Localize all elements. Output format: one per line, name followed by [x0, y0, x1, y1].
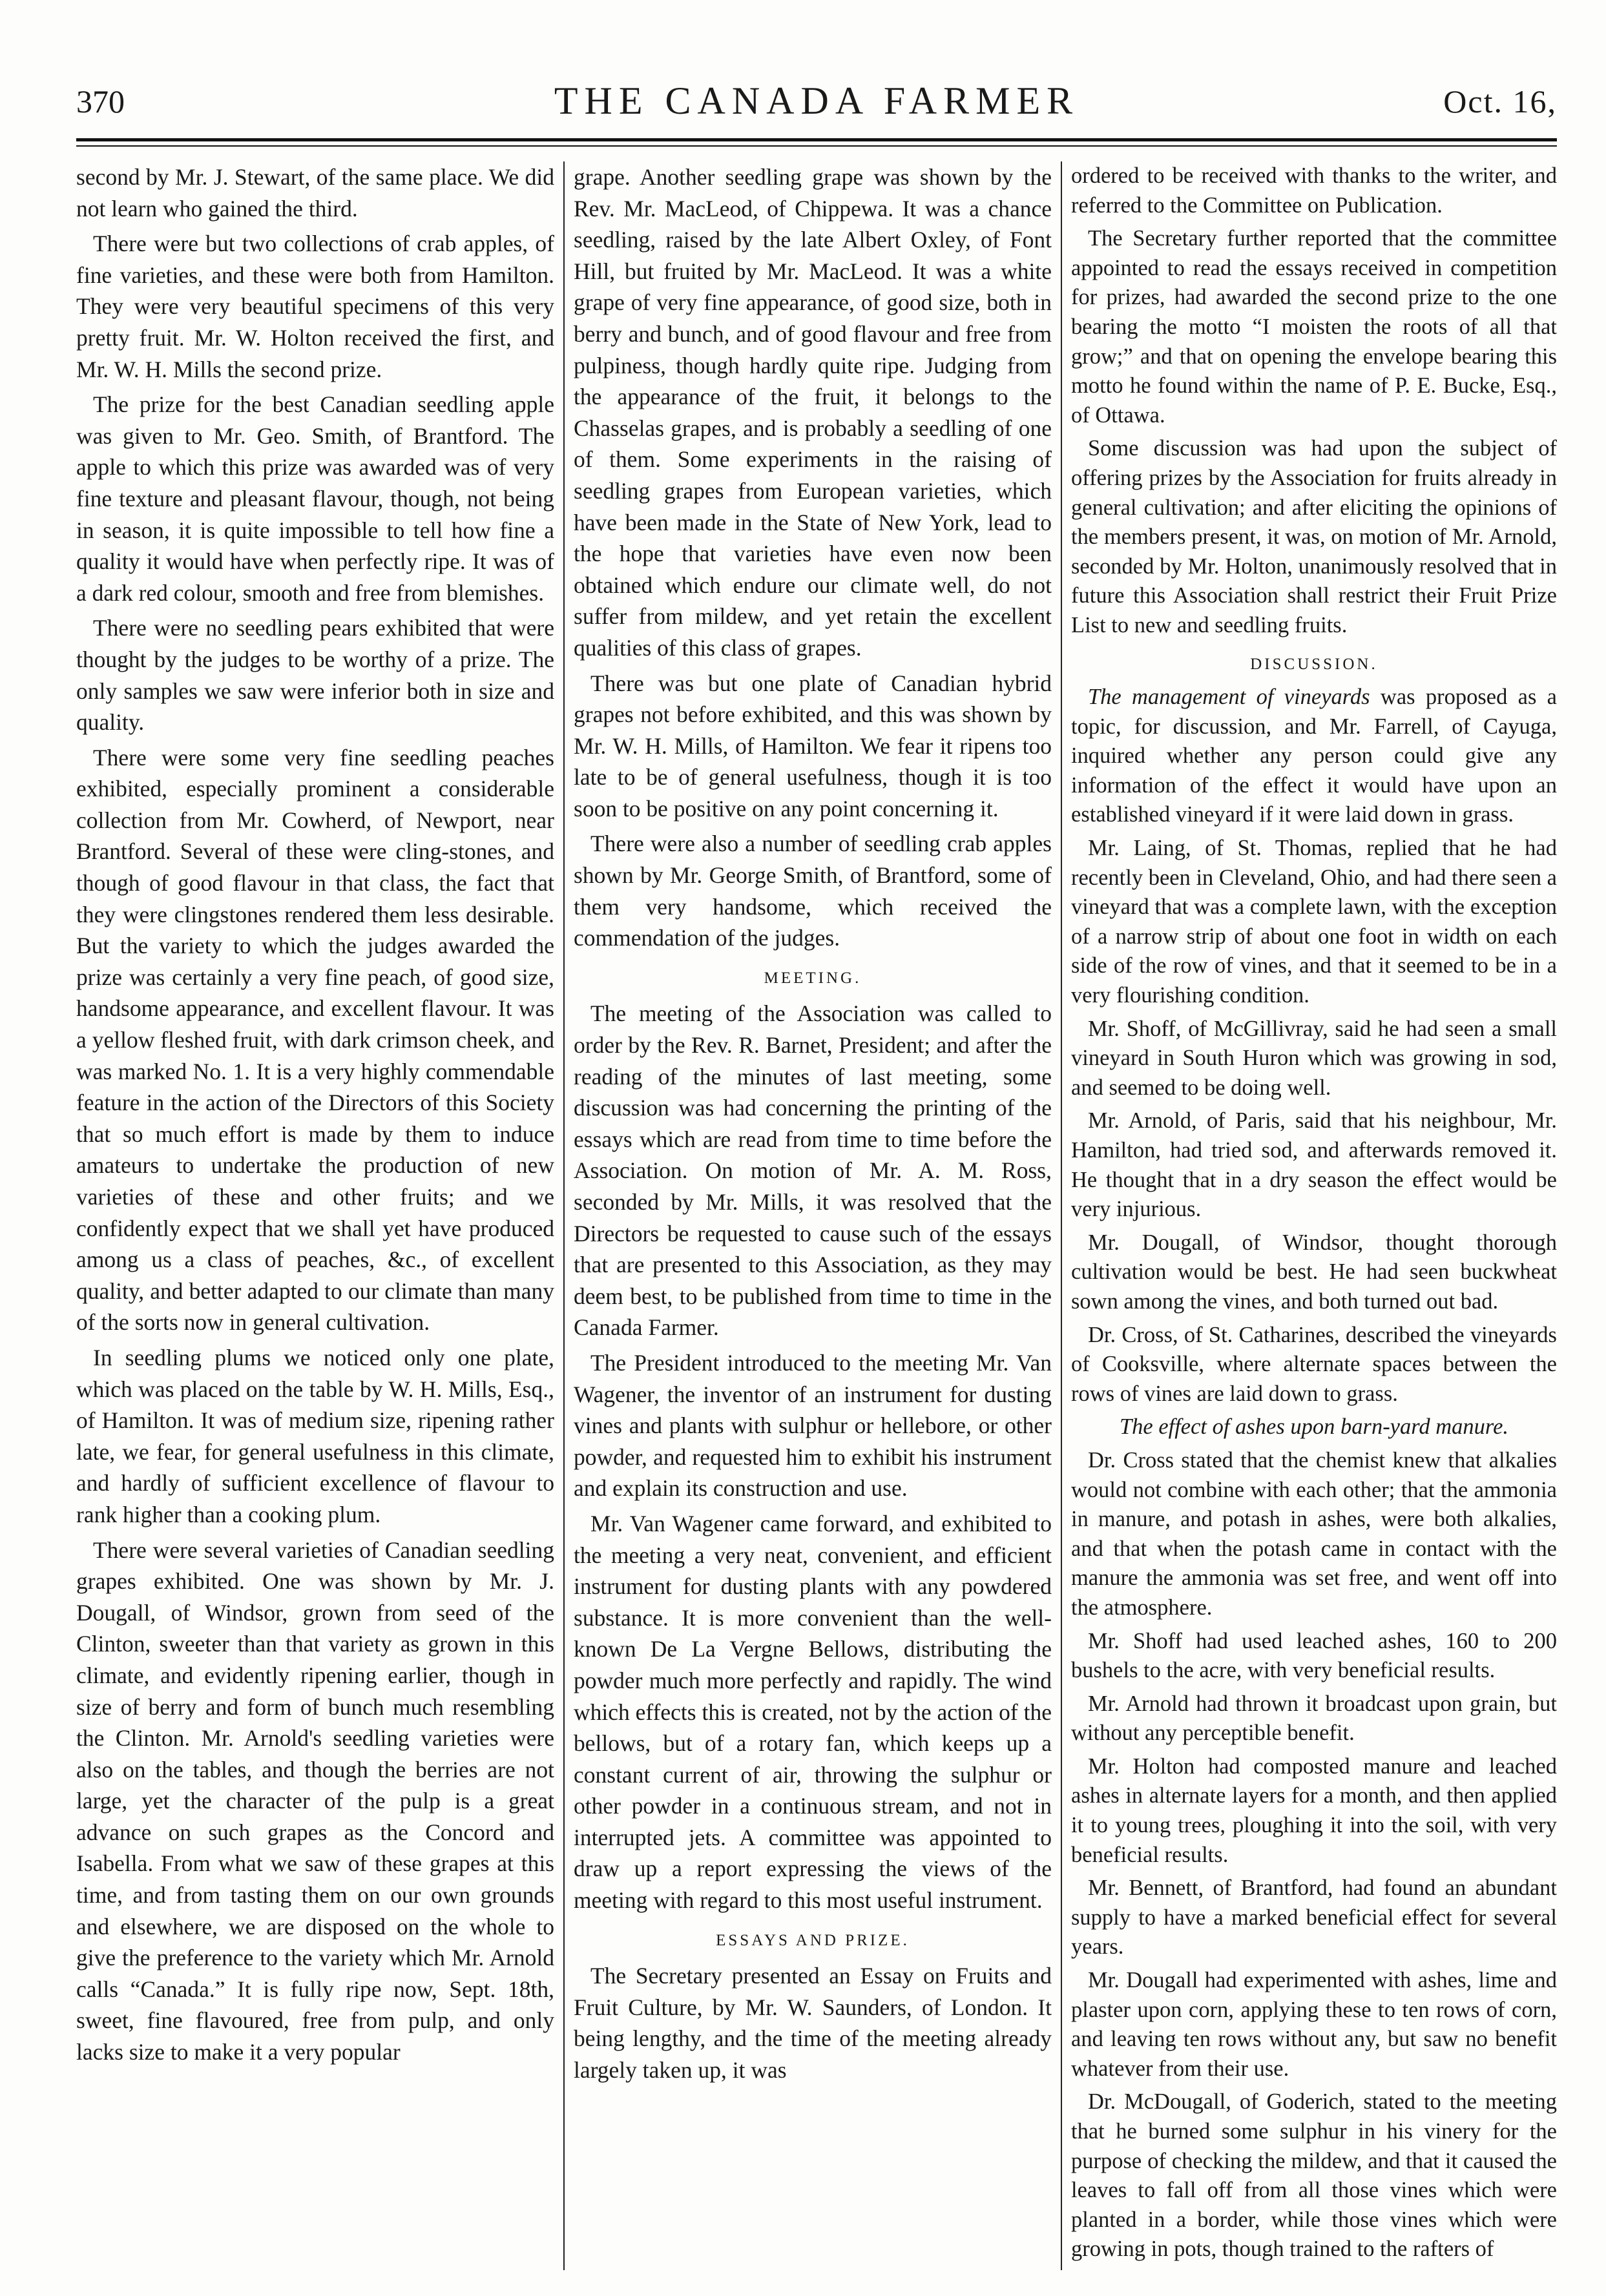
header-rule-thin [76, 145, 1557, 147]
paragraph-text: was proposed as a topic, for discussion, and Mr. Farrell, of Cayuga, inquired whether any person could give any information of the effect it would have upon an established vineyard if it were laid down in grass. [1071, 685, 1557, 827]
topic-title-vineyards: The management of vineyards [1088, 685, 1370, 710]
paragraph: Dr. McDougall, of Goderich, stated to the meeting that he burned some sulphur in his vinery for the purpose of checking the mildew, and that it caused the leaves to fall off from all those vines which were planted in a border, while those vines which were growing in pots, though trained to the rafters of [1071, 2089, 1557, 2262]
text-columns [76, 161, 1557, 2273]
paragraph: There were no seedling pears exhibited that were thought by the judges to be worthy of a prize. The only samples we saw were inferior both in size and quality. [76, 615, 554, 736]
paragraph: Mr. Arnold had thrown it broadcast upon grain, but without any perceptible benefit. [1071, 1691, 1557, 1746]
paragraph: There was but one plate of Canadian hybrid grapes not before exhibited, and this was shown by Mr. W. H. Mills, of Hamilton. We fear it ripens too late to be of general usefulness, though it is too soon to be positive on any point concerning it. [574, 670, 1052, 822]
paragraph: Mr. Laing, of St. Thomas, replied that he had recently been in Cleveland, Ohio, and had there seen a vineyard that was a complete lawn, with the exception of a narrow strip of about one foot in width on each side of the row of vines, and that it seemed to be in a very flourishing condition. [1071, 836, 1557, 1008]
section-heading-discussion: DISCUSSION. [1250, 655, 1378, 673]
paragraph: grape. Another seedling grape was shown by the Rev. Mr. MacLeod, of Chippewa. It was a chance seedling, raised by the late Albert Oxley, of Font Hill, but fruited by Mr. MacLeod. It was a white grape of very fine appearance, of good size, both in berry and bunch, and of good flavour and free from pulpiness, though hardly quite ripe. Judging from the appearance of the fruit, it belongs to the Chasselas grapes, and is probably a seedling of one of them. Some experiments in the raising of seedling grapes from European varieties, which have been made in the State of New York, lead to the hope that varieties have even now been obtained which endure our climate well, do not suffer from mildew, and yet retain the excellent qualities of this class of grapes. [574, 164, 1052, 661]
paragraph: Mr. Dougall, of Windsor, thought thorough cultivation would be best. He had seen buckwheat sown among the vines, and both turned out bad. [1071, 1230, 1557, 1314]
column-divider [563, 161, 565, 2270]
paragraph: second by Mr. J. Stewart, of the same place. We did not learn who gained the third. [76, 164, 554, 222]
paragraph: Mr. Arnold, of Paris, said that his neighbour, Mr. Hamilton, had tried sod, and afterwards removed it. He thought that in a dry season the effect would be very injurious. [1071, 1108, 1557, 1222]
paragraph: There were but two collections of crab apples, of fine varieties, and these were both from Hamilton. They were very beautiful specimens of this very pretty fruit. Mr. W. Holton received the first, and Mr. W. H. Mills the second prize. [76, 231, 554, 382]
issue-date: Oct. 16, [1443, 83, 1557, 119]
page-header [76, 76, 1557, 128]
paragraph: Mr. Shoff, of McGillivray, said he had seen a small vineyard in South Huron which was growing in sod, and seemed to be doing well. [1071, 1016, 1557, 1100]
column-3 [1071, 161, 1557, 2273]
journal-title: THE CANADA FARMER [554, 79, 1079, 122]
section-heading-meeting: MEETING. [764, 969, 862, 987]
page-number: 370 [76, 83, 125, 119]
header-rule-thick [76, 138, 1557, 141]
column-divider [1061, 161, 1062, 2270]
paragraph: Dr. Cross, of St. Catharines, described the vineyards of Cooksville, where alternate spaces between the rows of vines are laid down to grass. [1071, 1322, 1557, 1406]
paragraph: The meeting of the Association was called to order by the Rev. R. Barnet, President; and after the reading of the minutes of last meeting, some discussion was had concerning the printing of the essays which are read from time to time before the Association. On motion of Mr. A. M. Ross, seconded by Mr. Mills, it was resolved that the Directors be requested to cause such of the essays that are presented to this Association, as they may deem best, to be published from time to time in the Canada Farmer. [574, 1000, 1052, 1341]
paragraph: Dr. Cross stated that the chemist knew that alkalies would not combine with each other; that the ammonia in manure, and potash in ashes, were both alkalies, and that when the potash came in contact with the manure the ammonia was set free, and went off into the atmosphere. [1071, 1447, 1557, 1620]
paragraph: Mr. Shoff had used leached ashes, 160 to 200 bushels to the acre, with very beneficial results. [1071, 1628, 1557, 1683]
paragraph: Mr. Dougall had experimented with ashes, lime and plaster upon corn, applying these to ten rows of corn, and leaving ten rows without any, but saw no benefit whatever from their use. [1071, 1968, 1557, 2081]
paragraph: Mr. Holton had composted manure and leached ashes in alternate layers for a month, and then applied it to young trees, ploughing it into the soil, with very beneficial results. [1071, 1753, 1557, 1867]
topic-title-ashes-line [1071, 1412, 1557, 1442]
paragraph: Some discussion was had upon the subject of offering prizes by the Association for fruits already in general cultivation; and after eliciting the opinions of the members present, it was, on motion of Mr. Arnold, seconded by Mr. Holton, unanimously resolved that in future this Association shall restrict their Fruit Prize List to new and seedling fruits. [1071, 436, 1557, 637]
paragraph: The Secretary further reported that the committee appointed to read the essays received in competition for prizes, had awarded the second prize to the one bearing the motto “I moisten the roots of all that grow;” and that on opening the envelope bearing this motto he found within the name of P. E. Bucke, Esq., of Ottawa. [1071, 226, 1557, 428]
column-2 [574, 161, 1052, 2273]
paragraph: In seedling plums we noticed only one plate, which was placed on the table by W. H. Mills, Esq., of Hamilton. It was of medium size, ripening rather late, we fear, for general usefulness in this climate, and hardly of sufficient excellence of flavour to rank higher than a cooking plum. [76, 1344, 554, 1527]
paragraph: Mr. Van Wagener came forward, and exhibited to the meeting a very neat, convenient, and efficient instrument for dusting plants with any powdered substance. It is more convenient than the well-known De La Vergne Bellows, distributing the powder much more perfectly and rapidly. The wind which effects this is created, not by the action of the bellows, but of a rotary fan, which keeps up a constant current of air, throwing the sulphur or other powder in a continuous stream, and not in interrupted jets. A committee was appointed to draw up a report expressing the views of the meeting with regard to this most useful instrument. [574, 1510, 1052, 1914]
paragraph: The prize for the best Canadian seedling apple was given to Mr. Geo. Smith, of Brantford. The apple to which this prize was awarded was of very fine texture and pleasant flavour, though, not being in season, it is quite impossible to tell how fine a quality it would have when perfectly ripe. It was of a dark red colour, smooth and free from blemishes. [76, 391, 554, 606]
paragraph: There were some very fine seedling peaches exhibited, especially prominent a considerable collection from Mr. Cowherd, of Newport, near Brantford. Several of these were cling-stones, and though of good flavour in that class, the fact that they were clingstones rendered them less desirable. But the variety to which the judges awarded the prize was certainly a very fine peach, of good size, handsome appearance, and excellent flavour. It was a yellow fleshed fruit, with dark crimson cheek, and was marked No. 1. It is a very highly commendable feature in the action of the Directors of this Society that so much effort is made by them to induce amateurs to undertake the production of new varieties of these and other fruits; and we confidently expect that we shall yet have produced among us a class of peaches, &c., of excellent quality, and better adapted to our climate than many of the sorts now in general cultivation. [76, 744, 554, 1336]
paragraph: The President introduced to the meeting Mr. Van Wagener, the inventor of an instrument for dusting vines and plants with sulphur or hellebore, or other powder, and requested him to exhibit his instrument and explain its construction and use. [574, 1349, 1052, 1502]
paragraph: There were several varieties of Canadian seedling grapes exhibited. One was shown by Mr. J. Dougall, of Windsor, grown from seed of the Clinton, sweeter than that variety as grown in this climate, and evidently ripening earlier, though in size of berry and form of bunch much resembling the Clinton. Mr. Arnold's seedling varieties were also on the tables, and though the berries are not large, yet the character of the pulp is a great advance on such grapes as the Concord and Isabella. From what we saw of these grapes at this time, and from tasting them on our own grounds and elsewhere, we are disposed on the whole to give the preference to the variety which Mr. Arnold calls “Canada.” It is fully ripe now, Sept. 18th, sweet, fine flavoured, free from pulp, and only lacks size to make it a very popular [76, 1536, 554, 2065]
topic-title-ashes: The effect of ashes upon barn-yard manure. [1119, 1414, 1509, 1440]
paragraph-vineyards [1071, 683, 1557, 830]
paragraph: The Secretary presented an Essay on Fruits and Fruit Culture, by Mr. W. Saunders, of London. It being lengthy, and the time of the meeting already largely taken up, it was [574, 1963, 1052, 2084]
paragraph: There were also a number of seedling crab apples shown by Mr. George Smith, of Brantford, some of them very handsome, which received the commendation of the judges. [574, 831, 1052, 951]
paragraph: Mr. Bennett, of Brantford, had found an abundant supply to have a marked beneficial effect for several years. [1071, 1876, 1557, 1960]
column-1 [76, 161, 554, 2273]
section-heading-essays: ESSAYS AND PRIZE. [716, 1931, 910, 1949]
paragraph: ordered to be received with thanks to the writer, and referred to the Committee on Publication. [1071, 163, 1557, 218]
